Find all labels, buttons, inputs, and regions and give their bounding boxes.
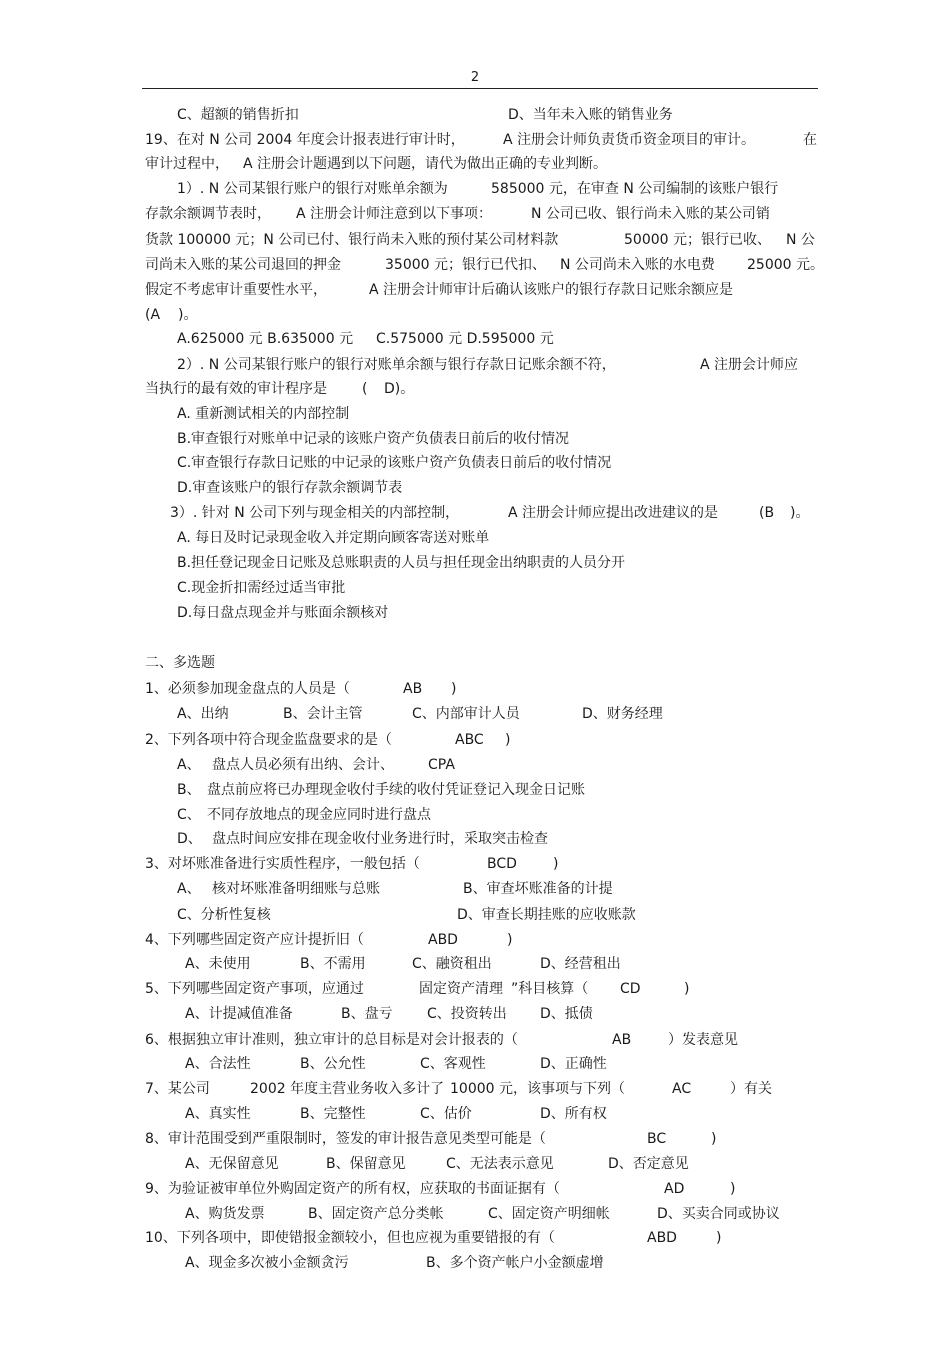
header-divider — [142, 88, 818, 89]
sub2-option-a: A. 重新测试相关的内部控制 — [177, 406, 350, 422]
sub1-part: 假定不考虑审计重要性水平， — [145, 282, 327, 298]
mq2-answer: ABC — [455, 732, 484, 748]
mq7-option: D、所有权 — [540, 1106, 607, 1122]
q19-stem-part: 在 — [803, 132, 817, 148]
mq10-option: A、现金多次被小金额贪污 — [185, 1255, 349, 1271]
sub3-part: )。 — [790, 505, 810, 521]
mq3-close: ) — [553, 856, 559, 872]
mq7-stem-part: ）有关 — [730, 1081, 772, 1097]
mq2-close: ) — [505, 732, 511, 748]
sub3-part: A 注册会计师应提出改进建议的是 — [508, 505, 719, 521]
sub1-options-cd: C.575000 元 D.595000 元 — [376, 331, 554, 347]
option-letter: C、 — [177, 807, 201, 823]
mq8-option: A、无保留意见 — [185, 1156, 279, 1172]
sub2-option-b: B.审查银行对账单中记录的该账户资产负债表日前后的收付情况 — [177, 431, 570, 447]
sub3-option-b: B.担任登记现金日记账及总账职责的人员与担任现金出纳职责的人员分开 — [177, 555, 626, 571]
sub3-part: 3）. 针对 N 公司下列与现金相关的内部控制， — [170, 505, 460, 521]
mq5-stem-part: ”科目核算（ — [511, 981, 589, 997]
sub3-part: (B — [759, 505, 775, 521]
mq5-close: ) — [684, 981, 690, 997]
mq4-stem-text: 4、下列哪些固定资产应计提折旧（ — [145, 932, 364, 948]
mq2-stem-text: 2、下列各项中符合现金监盘要求的是（ — [145, 732, 392, 748]
q18-option-c: C、超额的销售折扣 — [177, 107, 299, 123]
sub1-part: 货款 100000 元；N 公司已付、银行尚未入账的预付某公司材料款 — [145, 232, 559, 248]
option-text: CPA — [428, 757, 455, 773]
option-text: 盘点时间应安排在现金收付业务进行时，采取突击检查 — [212, 831, 548, 847]
mq7-stem-part: 7、某公司 — [145, 1081, 210, 1097]
mq7-stem-part: 2002 年度主营业务收入多计了 — [250, 1081, 445, 1097]
mq4-answer: ABD — [428, 932, 458, 948]
mq4-option: B、不需用 — [300, 956, 366, 972]
mq6-answer: AB — [612, 1032, 632, 1048]
q19-stem-part: A 注册会计师负责货币资金项目的审计。 — [503, 132, 756, 148]
sub2-part: D)。 — [384, 381, 415, 397]
sub2-part: A 注册会计师应 — [700, 357, 799, 373]
q18-option-d: D、当年未入账的销售业务 — [508, 107, 673, 123]
mq10-option: B、多个资产帐户小金额虚增 — [426, 1255, 604, 1271]
sub1-part: 存款余额调节表时， — [145, 206, 271, 222]
mq8-answer: BC — [647, 1131, 667, 1147]
option-letter: D、 — [177, 831, 202, 847]
sub3-option-d: D.每日盘点现金并与账面余额核对 — [177, 605, 389, 621]
sub2-part: ( — [362, 381, 368, 397]
mq9-close: ) — [730, 1181, 736, 1197]
mq4-close: ) — [507, 932, 513, 948]
sub1-answer: (A — [145, 307, 161, 323]
mq3-stem-text: 3、对坏账准备进行实质性程序，一般包括（ — [145, 856, 420, 872]
option-letter: A、 — [177, 881, 201, 897]
mq6-option: C、客观性 — [420, 1056, 486, 1072]
sub1-part: N 公司尚未入账的水电费 — [560, 257, 715, 273]
mq3-option: C、分析性复核 — [177, 907, 271, 923]
mq9-option: D、买卖合同或协议 — [657, 1206, 780, 1222]
option-text: 核对坏账准备明细账与总账 — [212, 881, 380, 897]
mq8-option: B、保留意见 — [326, 1156, 406, 1172]
mq6-option: D、正确性 — [540, 1056, 607, 1072]
mq5-answer: CD — [620, 981, 641, 997]
sub1-close: )。 — [178, 307, 198, 323]
mq1-option: D、财务经理 — [582, 706, 663, 722]
sub1-options-ab: A.625000 元 B.635000 元 — [177, 331, 354, 347]
sub2-option-d: D.审查该账户的银行存款余额调节表 — [177, 480, 403, 496]
mq5-stem-part: 5、下列哪些固定资产事项，应通过 — [145, 981, 364, 997]
mq1-close: ) — [451, 681, 457, 697]
q19-stem-part: A 注册会计题遇到以下问题，请代为做出正确的专业判断。 — [243, 156, 608, 172]
mq1-stem-text: 1、必须参加现金盘点的人员是（ — [145, 681, 350, 697]
mq9-option: B、固定资产总分类帐 — [308, 1206, 444, 1222]
sub1-part: A 注册会计师注意到以下事项： — [296, 206, 493, 222]
mq5-option: A、计提减值准备 — [185, 1006, 293, 1022]
sub3-option-a: A. 每日及时记录现金收入并定期向顾客寄送对账单 — [177, 530, 490, 546]
sub1-part: N 公 — [786, 232, 815, 248]
mq6-stem-part: 6、根据独立审计准则，独立审计的总目标是对会计报表的（ — [145, 1032, 518, 1048]
sub1-part: 50000 元；银行已收、 — [624, 232, 771, 248]
page-number: 2 — [470, 70, 480, 85]
mq1-option: B、会计主管 — [283, 706, 363, 722]
mq8-option: D、否定意见 — [608, 1156, 689, 1172]
mq7-option: A、真实性 — [185, 1106, 251, 1122]
sub1-part: 35000 元；银行已代扣、 — [385, 257, 546, 273]
mq9-option: A、购货发票 — [185, 1206, 265, 1222]
mq10-close: ) — [716, 1230, 722, 1246]
option-text: 盘点人员必须有出纳、会计、 — [212, 757, 394, 773]
mq9-option: C、固定资产明细帐 — [488, 1206, 610, 1222]
option-letter: A、 — [177, 757, 201, 773]
sub1-part: 1）. N 公司某银行账户的银行对账单余额为 — [177, 181, 448, 197]
mq6-option: A、合法性 — [185, 1056, 251, 1072]
mq7-option: C、估价 — [420, 1106, 472, 1122]
q19-stem-part: 19、在对 N 公司 2004 年度会计报表进行审计时， — [145, 132, 465, 148]
sub2-part: 当执行的最有效的审计程序是 — [145, 381, 327, 397]
mq7-answer: AC — [672, 1081, 692, 1097]
mq5-option: B、盘亏 — [341, 1006, 393, 1022]
mq7-stem-part: 10000 元，该事项与下列（ — [450, 1081, 625, 1097]
mq9-answer: AD — [664, 1181, 685, 1197]
option-text: 盘点前应将已办理现金收付手续的收付凭证登记入现金日记账 — [207, 782, 585, 798]
mq8-option: C、无法表示意见 — [446, 1156, 554, 1172]
mq4-option: C、融资租出 — [412, 956, 492, 972]
mq3-answer: BCD — [487, 856, 517, 872]
mq10-stem-text: 10、下列各项中，即使错报金额较小，但也应视为重要错报的有（ — [145, 1230, 555, 1246]
mq9-stem-text: 9、为验证被审单位外购固定资产的所有权，应获取的书面证据有（ — [145, 1181, 560, 1197]
mq4-option: D、经营租出 — [540, 956, 621, 972]
mq3-option: D、审查长期挂账的应收账款 — [457, 907, 636, 923]
section-heading: 二、多选题 — [145, 655, 215, 671]
sub1-part: A 注册会计师审计后确认该账户的银行存款日记账余额应是 — [369, 282, 734, 298]
mq1-option: A、出纳 — [177, 706, 229, 722]
mq3-option: B、审查坏账准备的计提 — [463, 881, 613, 897]
sub2-option-c: C.审查银行存款日记账的中记录的该账户资产负债表日前后的收付情况 — [177, 455, 612, 471]
option-letter: B、 — [177, 782, 201, 798]
mq8-close: ) — [711, 1131, 717, 1147]
q19-stem-part: 审计过程中， — [145, 156, 229, 172]
sub1-part: 585000 元，在审查 N 公司编制的该账户银行 — [491, 181, 779, 197]
mq1-answer: AB — [403, 681, 423, 697]
mq10-answer: ABD — [647, 1230, 677, 1246]
sub1-part: 25000 元。 — [747, 257, 824, 273]
option-text: 不同存放地点的现金应同时进行盘点 — [207, 807, 431, 823]
mq1-option: C、内部审计人员 — [412, 706, 520, 722]
mq7-option: B、完整性 — [300, 1106, 366, 1122]
mq5-option: D、抵债 — [540, 1006, 593, 1022]
sub3-option-c: C.现金折扣需经过适当审批 — [177, 580, 346, 596]
mq5-stem-part: 固定资产清理 — [419, 981, 503, 997]
mq6-stem-part: ）发表意见 — [668, 1032, 738, 1048]
mq4-option: A、未使用 — [185, 956, 251, 972]
mq6-option: B、公允性 — [300, 1056, 366, 1072]
mq8-stem-text: 8、审计范围受到严重限制时，签发的审计报告意见类型可能是（ — [145, 1131, 546, 1147]
sub2-part: 2）. N 公司某银行账户的银行对账单余额与银行存款日记账余额不符， — [177, 357, 616, 373]
sub1-part: 司尚未入账的某公司退回的押金 — [145, 257, 341, 273]
mq5-option: C、投资转出 — [427, 1006, 507, 1022]
sub1-part: N 公司已收、银行尚未入账的某公司销 — [531, 206, 770, 222]
